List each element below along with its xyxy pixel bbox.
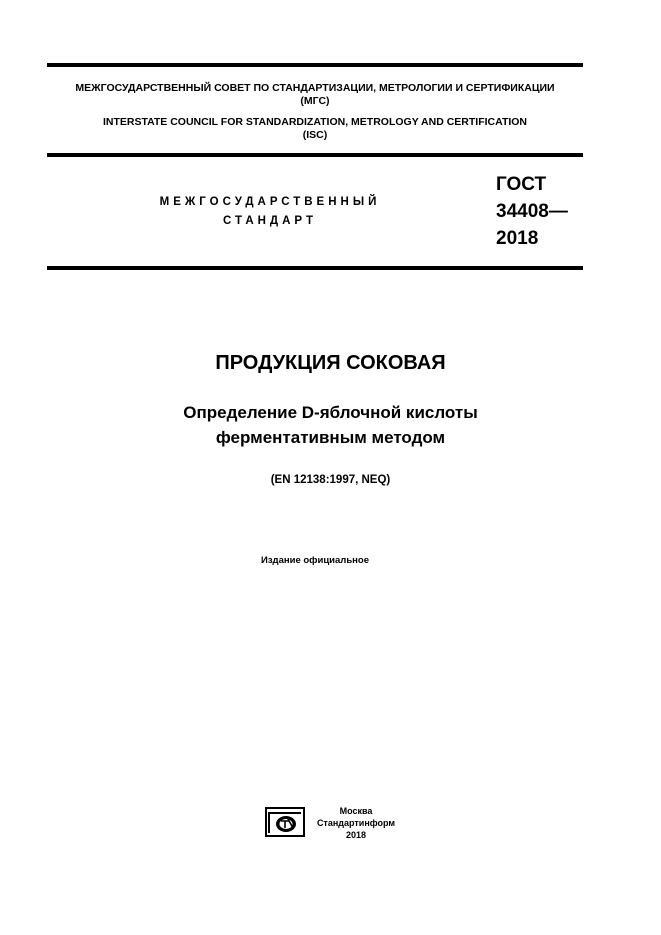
standard-type-line2: СТАНДАРТ <box>223 215 317 227</box>
standard-type <box>130 193 410 231</box>
publisher-block <box>308 805 404 841</box>
standard-reference: (EN 12138:1997, NEQ) <box>270 474 391 486</box>
council-abbr-en: (ISC) <box>302 129 328 141</box>
council-name-ru: МЕЖГОСУДАРСТВЕННЫЙ СОВЕТ ПО СТАНДАРТИЗАЦИИ, МЕТРОЛОГИИ И СЕРТИФИКАЦИИ <box>75 82 555 94</box>
code-rule <box>47 266 583 270</box>
council-abbr-ru: (МГС) <box>300 95 330 107</box>
publisher-city: Москва <box>339 806 373 816</box>
document-title: ПРОДУКЦИЯ СОКОВАЯ <box>215 352 446 374</box>
publisher-logo-icon <box>265 807 305 837</box>
standard-code-line1: ГОСТ <box>496 174 547 195</box>
standard-code <box>496 171 568 252</box>
header-rule <box>47 153 583 157</box>
document-subtitle <box>0 400 661 450</box>
edition-label: Издание официальное <box>261 555 369 566</box>
standard-type-line1: МЕЖГОСУДАРСТВЕННЫЙ <box>159 196 381 208</box>
publisher-name: Стандартинформ <box>316 818 396 828</box>
council-name-en: INTERSTATE COUNCIL FOR STANDARDIZATION, METROLOGY AND CERTIFICATION <box>102 116 528 128</box>
council-block <box>47 82 583 142</box>
publisher-year: 2018 <box>345 830 367 840</box>
standard-code-line3: 2018 <box>496 228 539 249</box>
subtitle-line2: ферментативным методом <box>215 428 446 447</box>
subtitle-line1: Определение D-яблочной кислоты <box>183 403 478 422</box>
standard-code-line2: 34408— <box>496 201 568 222</box>
top-rule <box>47 63 583 67</box>
